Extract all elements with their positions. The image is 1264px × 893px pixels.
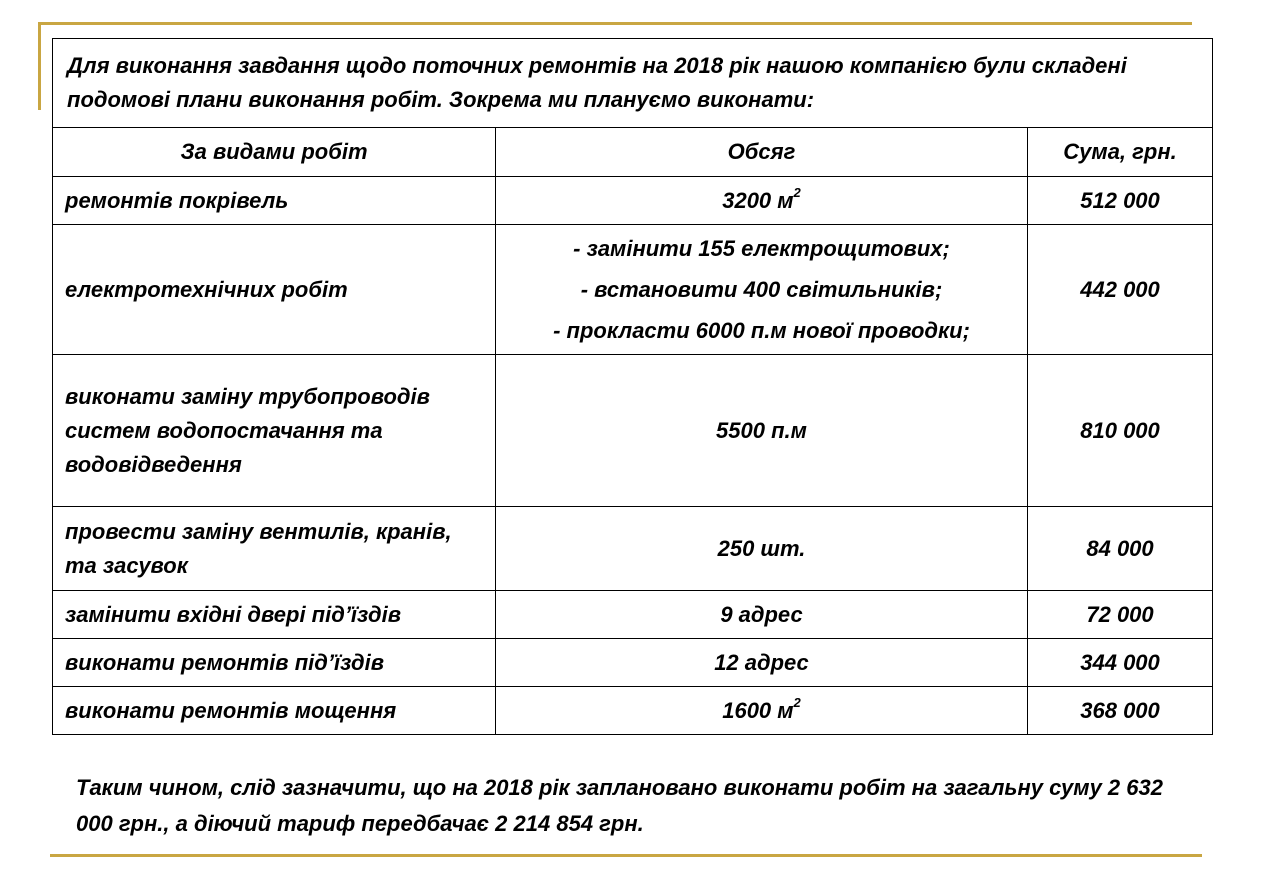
volume-value: 1600 м [722, 697, 794, 723]
row-sum: 72 000 [1028, 591, 1213, 639]
row-volume: 5500 п.м [496, 355, 1028, 507]
header-works: За видами робіт [53, 128, 496, 177]
table-row [53, 507, 1213, 591]
row-volume: 9 адрес [496, 591, 1028, 639]
conclusion-text: Таким чином, слід зазначити, що на 2018 рік заплановано виконати робіт на загальну суму 2 632 000 грн., а діючий тариф передбачає 2 214 854 грн. [76, 775, 1163, 836]
row-volume [496, 687, 1028, 735]
row-volume: 250 шт. [496, 507, 1028, 591]
row-work: замінити вхідні двері під’їздів [53, 591, 496, 639]
volume-exponent: 2 [793, 695, 801, 711]
top-accent-rule [40, 22, 1192, 25]
intro-text: Для виконання завдання щодо поточних ремонтів на 2018 рік нашою компанією були складені подомові плани виконання робіт. Зокрема ми плануємо виконати: [53, 39, 1213, 128]
row-work: провести заміну вентилів, кранів, та засувок [53, 507, 496, 591]
row-sum: 442 000 [1028, 225, 1213, 355]
table-header-row [53, 128, 1213, 177]
row-volume [496, 177, 1028, 225]
intro-row [53, 39, 1213, 128]
row-sum: 512 000 [1028, 177, 1213, 225]
volume-exponent: 2 [793, 185, 801, 201]
row-volume: 12 адрес [496, 639, 1028, 687]
row-work: ремонтів покрівель [53, 177, 496, 225]
volume-line: - замінити 155 електрощитових; [573, 236, 950, 261]
table-row [53, 177, 1213, 225]
volume-line: - встановити 400 світильників; [580, 277, 943, 302]
row-sum: 368 000 [1028, 687, 1213, 735]
left-accent-rule [38, 22, 41, 110]
table-row [53, 225, 1213, 355]
row-work: електротехнічних робіт [53, 225, 496, 355]
table-row [53, 355, 1213, 507]
row-sum: 810 000 [1028, 355, 1213, 507]
row-work: виконати заміну трубопроводів систем водопостачання та водовідведення [53, 355, 496, 507]
table-row [53, 687, 1213, 735]
header-volume: Обсяг [496, 128, 1028, 177]
header-sum: Сума, грн. [1028, 128, 1213, 177]
row-sum: 84 000 [1028, 507, 1213, 591]
volume-line: - прокласти 6000 п.м нової проводки; [553, 318, 970, 343]
row-volume [496, 225, 1028, 355]
row-work: виконати ремонтів мощення [53, 687, 496, 735]
bottom-accent-rule [50, 854, 1202, 857]
table-row [53, 639, 1213, 687]
table-row [53, 591, 1213, 639]
volume-value: 3200 м [722, 187, 794, 213]
row-work: виконати ремонтів під’їздів [53, 639, 496, 687]
works-table [52, 38, 1213, 735]
row-sum: 344 000 [1028, 639, 1213, 687]
